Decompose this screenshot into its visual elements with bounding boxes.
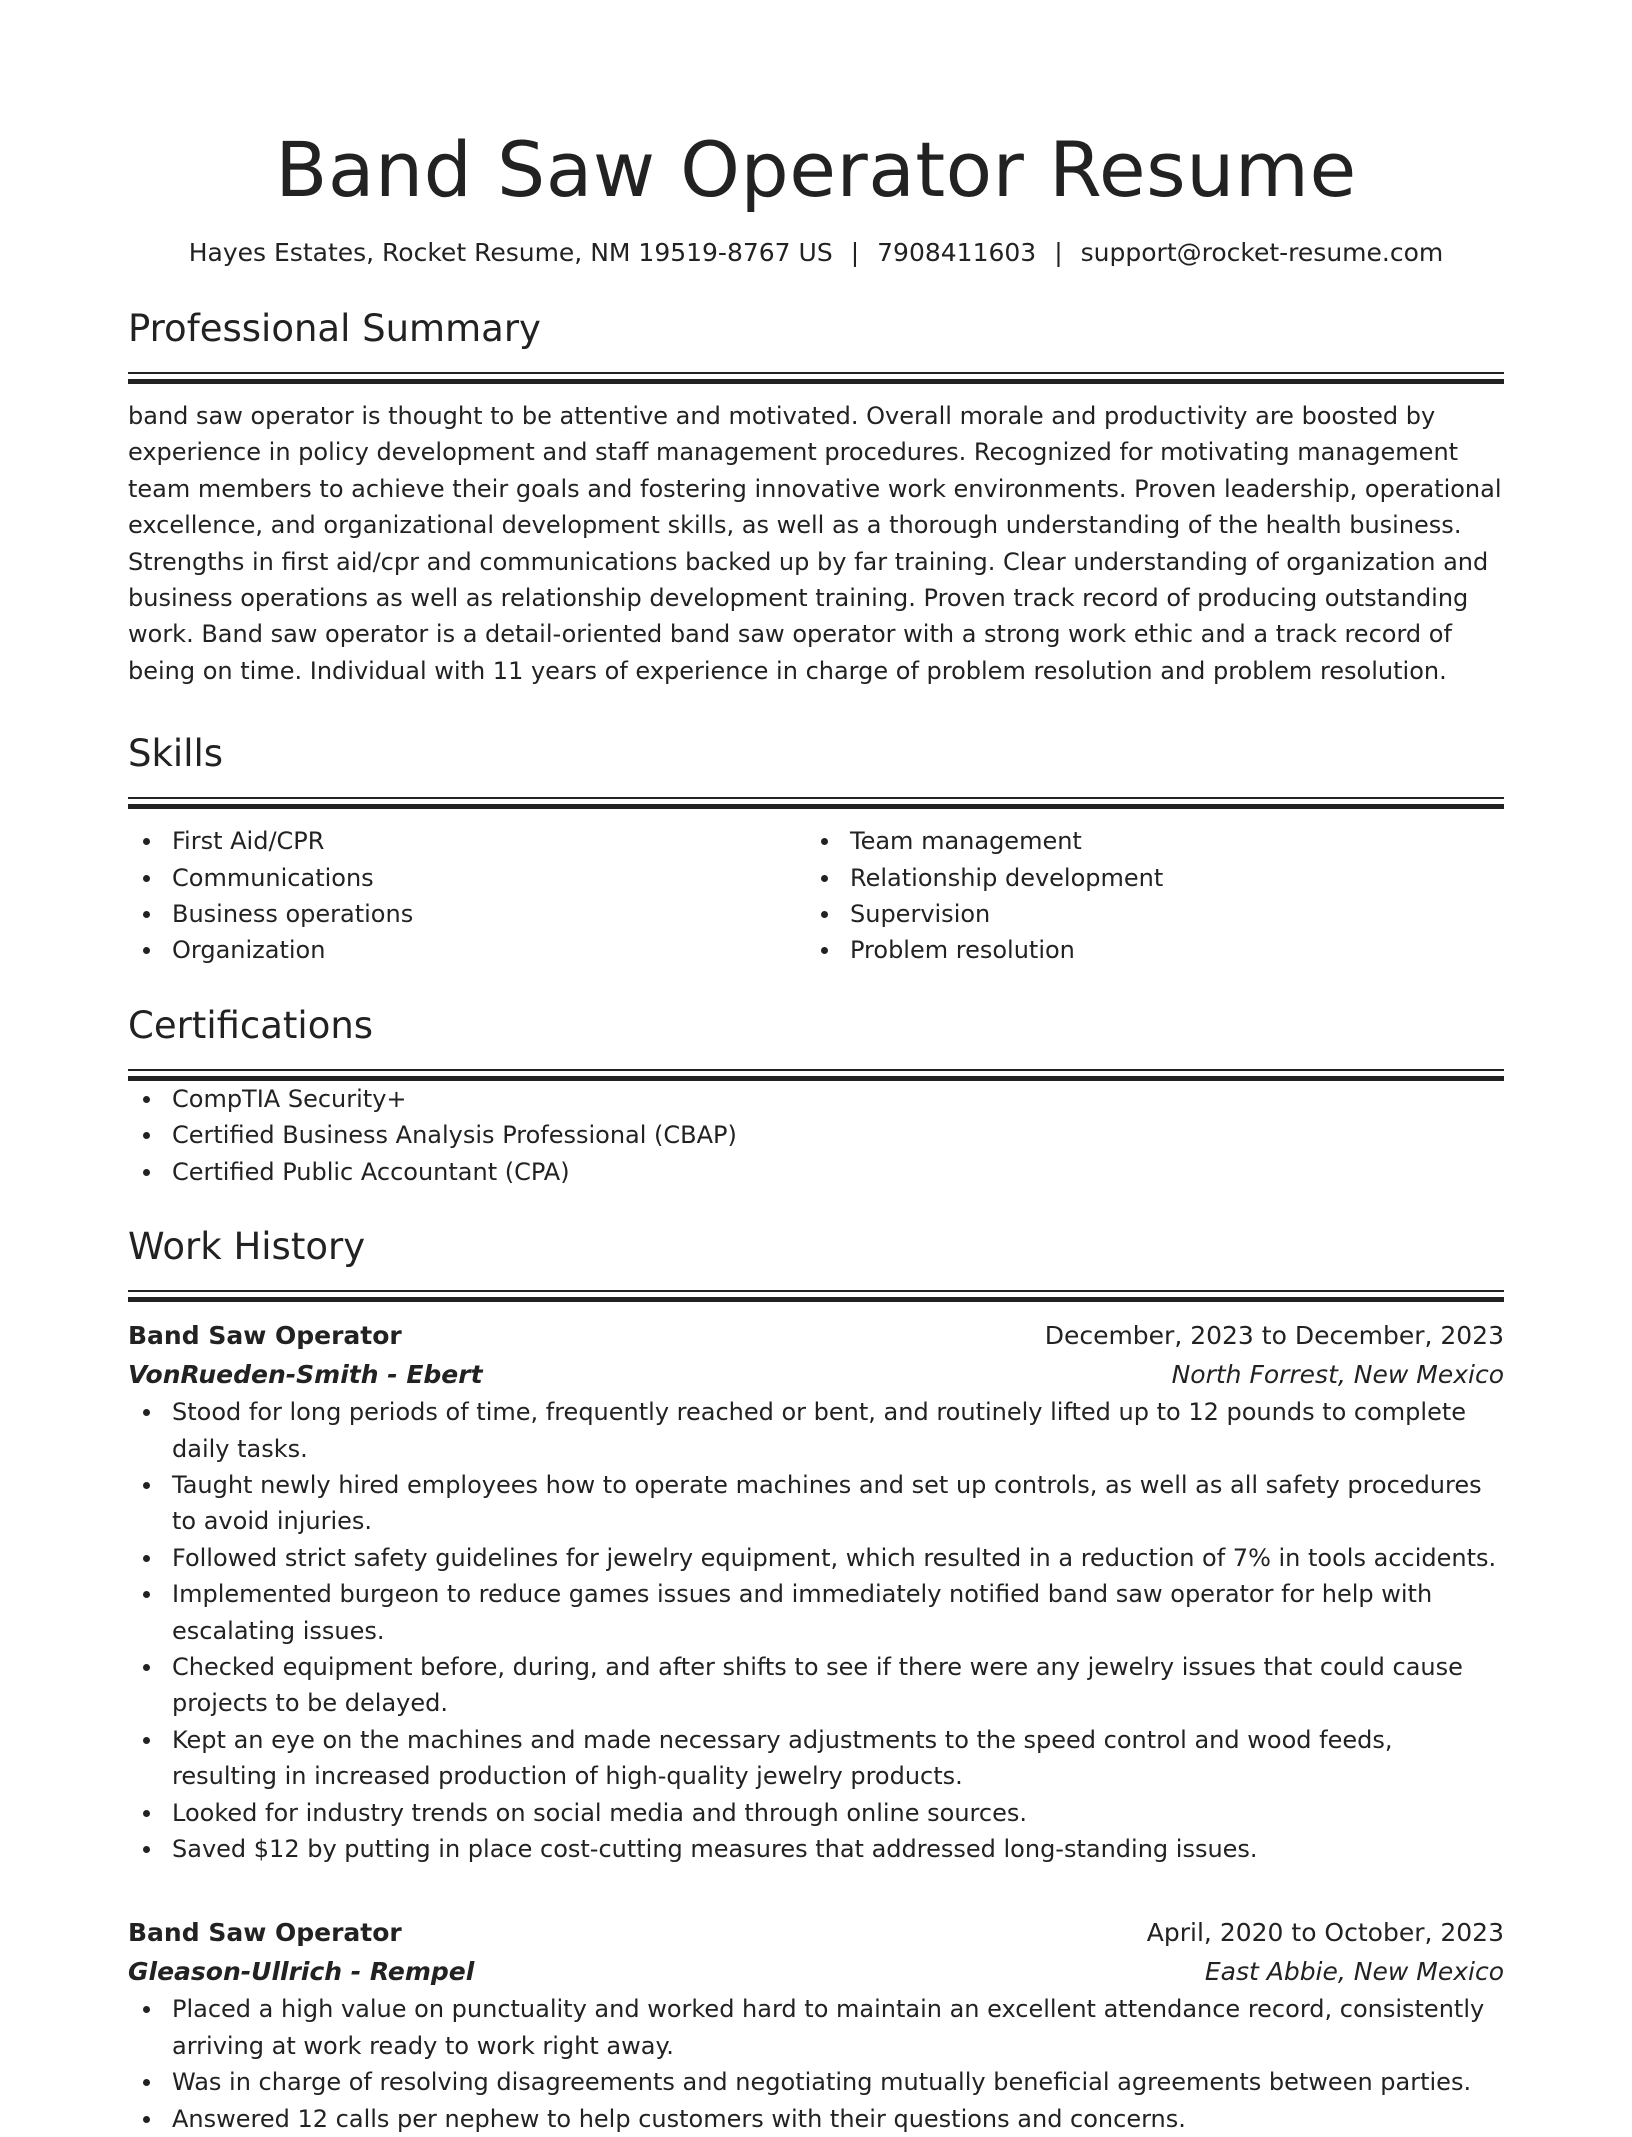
job-title: Band Saw Operator [128, 1918, 402, 1948]
section-heading-summary: Professional Summary [128, 307, 541, 350]
job-duty-item: Followed strict safety guidelines for jewelry equipment, which resulted in a reduction of 7% in tools accidents. [128, 1540, 1504, 1576]
job-duty-item: Taught newly hired employees how to operate machines and set up controls, as well as all safety procedures to avoid injuries. [128, 1467, 1504, 1540]
job-subheader-row [128, 1952, 1504, 1991]
job-location: North Forrest, New Mexico [1171, 1360, 1504, 1390]
skills-grid [128, 823, 1504, 969]
skill-item: Relationship development [806, 860, 1484, 896]
contact-phone: 7908411603 [877, 238, 1037, 267]
job-duty-item: Saved $12 by putting in place cost-cutting measures that addressed long-standing issues. [128, 1831, 1504, 1867]
job-header-row [128, 1913, 1504, 1952]
skills-list-right [806, 823, 1484, 969]
certification-item: CompTIA Security+ [128, 1081, 1504, 1117]
section-divider-thick [128, 379, 1504, 384]
job-subheader-row [128, 1355, 1504, 1394]
job-dates: December, 2023 to December, 2023 [1044, 1321, 1504, 1351]
certification-item: Certified Business Analysis Professional (CBAP) [128, 1117, 1504, 1153]
contact-separator: | [850, 238, 860, 267]
skill-item: Business operations [128, 896, 806, 932]
job-company: VonRueden-Smith - Ebert [128, 1360, 483, 1390]
job-duty-item: Checked equipment before, during, and after shifts to see if there were any jewelry issues that could cause projects to be delayed. [128, 1649, 1504, 1722]
job-duty-item: Answered 12 calls per nephew to help customers with their questions and concerns. [128, 2101, 1504, 2137]
job-entry [128, 1316, 1504, 1867]
section-divider [128, 1290, 1504, 1292]
certification-item: Certified Public Accountant (CPA) [128, 1154, 1504, 1190]
job-title: Band Saw Operator [128, 1321, 402, 1351]
job-location: East Abbie, New Mexico [1204, 1957, 1504, 1987]
skill-item: Communications [128, 860, 806, 896]
section-divider [128, 797, 1504, 799]
job-company: Gleason-Ullrich - Rempel [128, 1957, 475, 1987]
skills-list-left [128, 823, 806, 969]
resume-title: Band Saw Operator Resume [275, 125, 1357, 214]
section-divider [128, 1069, 1504, 1071]
skill-item: Team management [806, 823, 1484, 859]
section-heading-work-history: Work History [128, 1225, 366, 1269]
resume-page [128, 120, 1504, 2137]
skill-item: Problem resolution [806, 932, 1484, 968]
section-divider-thick [128, 804, 1504, 809]
job-header-row [128, 1316, 1504, 1355]
job-dates: April, 2020 to October, 2023 [1146, 1918, 1504, 1948]
contact-separator: | [1054, 238, 1063, 267]
section-divider-thick [128, 1297, 1504, 1302]
skill-item: Supervision [806, 896, 1484, 932]
job-duty-item: Looked for industry trends on social media and through online sources. [128, 1795, 1504, 1831]
job-duty-item: Implemented burgeon to reduce games issues and immediately notified band saw operator for help with escalating issues. [128, 1576, 1504, 1649]
job-duties-list [128, 1991, 1504, 2137]
skill-item: First Aid/CPR [128, 823, 806, 859]
job-duties-list [128, 1394, 1504, 1867]
skill-item: Organization [128, 932, 806, 968]
job-duty-item: Stood for long periods of time, frequently reached or bent, and routinely lifted up to 12 pounds to complete daily tasks. [128, 1394, 1504, 1467]
section-heading-skills: Skills [128, 732, 224, 776]
job-duty-item: Was in charge of resolving disagreements and negotiating mutually beneficial agreements between parties. [128, 2064, 1504, 2100]
section-divider [128, 372, 1504, 374]
job-duty-item: Kept an eye on the machines and made necessary adjustments to the speed control and wood feeds, resulting in increased production of high-quality jewelry products. [128, 1722, 1504, 1795]
skills-section [128, 729, 1504, 969]
certifications-list [128, 1081, 1504, 1190]
job-duty-item: Placed a high value on punctuality and worked hard to maintain an excellent attendance record, consistently arriving at work ready to work right away. [128, 1991, 1504, 2064]
job-entry [128, 1913, 1504, 2137]
summary-text: band saw operator is thought to be attentive and motivated. Overall morale and productivity are boosted by experience in policy development and staff management procedures. Recognized for motivating management team members to achieve their goals and fostering innovative work environments. Proven leadership, operational excellence, and organizational development skills, as well as a thorough understanding of the health business. Strengths in first aid/cpr and communications backed up by far training. Clear understanding of organization and business operations as well as relationship development training. Proven track record of producing outstanding work. Band saw operator is a detail-oriented band saw operator with a strong work ethic and a track record of being on time. Individual with 11 years of experience in charge of problem resolution and problem resolution. [128, 402, 1502, 685]
certifications-section [128, 1001, 1504, 1190]
contact-info [128, 236, 1504, 270]
work-history-section [128, 1222, 1504, 2137]
contact-address: Hayes Estates, Rocket Resume, NM 19519-8767 US [188, 238, 833, 267]
section-heading-certifications: Certifications [128, 1003, 374, 1047]
contact-email: support@rocket-resume.com [1080, 238, 1444, 267]
summary-section [128, 304, 1504, 689]
